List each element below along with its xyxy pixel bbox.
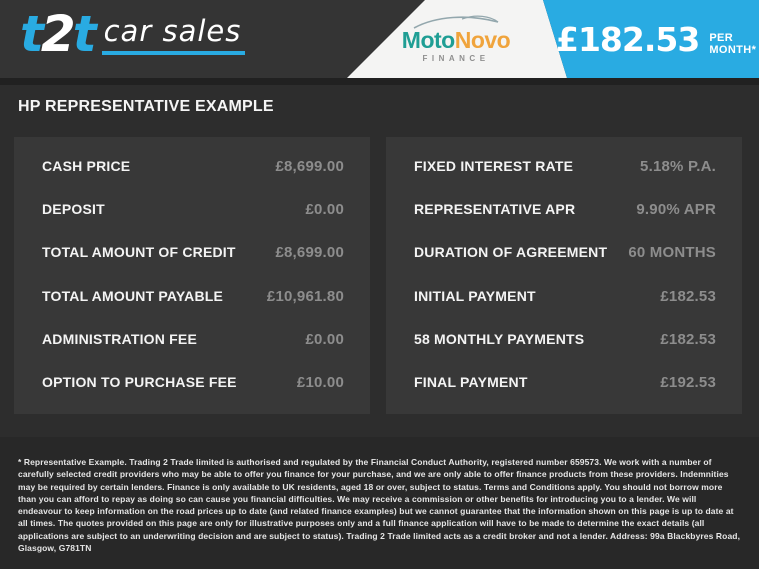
logo-tagline: car sales [103,14,242,48]
monthly-price [556,0,756,78]
finance-example-section [0,85,759,414]
row-label: DURATION OF AGREEMENT [414,244,608,261]
row-label: 58 MONTHLY PAYMENTS [414,330,585,347]
finance-row [414,331,716,348]
row-label: ADMINISTRATION FEE [42,330,198,347]
finance-row [42,201,344,218]
logo-digit-2: 2 [40,5,73,63]
row-label: FINAL PAYMENT [414,373,528,390]
row-value: £182.53 [660,287,716,305]
disclaimer-footer [0,437,759,569]
row-label: DEPOSIT [42,201,105,218]
row-label: TOTAL AMOUNT OF CREDIT [42,244,236,261]
row-value: £182.53 [660,330,716,348]
motonovo-finance-logo [394,13,518,63]
finance-row [42,158,344,175]
finance-panels [14,137,742,414]
header-divider [0,78,759,85]
finance-row [414,288,716,305]
row-value: £0.00 [305,201,344,219]
row-value: £10.00 [296,373,344,391]
monthly-price-amount: £182.53 [556,19,700,59]
finance-row [42,288,344,305]
row-label: INITIAL PAYMENT [414,287,536,304]
finance-row [414,158,716,175]
row-value: £8,699.00 [275,158,344,175]
row-label: OPTION TO PURCHASE FEE [42,373,237,390]
row-value: £8,699.00 [275,244,344,262]
finance-panel-right [386,137,742,414]
motonovo-novo-text: Novo [454,27,511,53]
monthly-price-period: PER MONTH* [709,32,757,56]
motonovo-wordmark [394,29,518,52]
row-value: £0.00 [305,330,344,348]
finance-row [414,201,716,218]
row-value: 60 MONTHS [628,244,716,262]
motonovo-moto-text: Moto [401,27,455,53]
page-title: HP REPRESENTATIVE EXAMPLE [18,98,274,115]
finance-row [414,374,716,391]
row-value: £192.53 [660,373,716,391]
finance-row [414,244,716,261]
row-value: £10,961.80 [266,287,344,305]
row-label: TOTAL AMOUNT PAYABLE [42,287,224,304]
finance-panel-left [14,137,370,414]
row-label: CASH PRICE [42,158,131,174]
row-value: 9.90% APR [636,201,716,219]
header-banner [0,0,759,78]
finance-row [42,374,344,391]
row-label: REPRESENTATIVE APR [414,201,576,218]
finance-row [42,244,344,261]
logo-letter-t2: t [72,5,94,63]
t2t-car-sales-logo[interactable] [20,5,245,63]
finance-row [42,331,344,348]
disclaimer-text: * Representative Example. Trading 2 Trade limited is authorised and regulated by the Financial Conduct Authority, registered number 659573. We work with a number of carefully selected credit providers who may be able to offer you finance for your purchase, and we are only able to offer finance products from these providers. Indemnities may be required by certain lenders. Finance is only available to UK residents, aged 18 or over, subject to status. Terms and Conditions apply. You should not borrow more than you can afford to repay as doing so can cause you financial difficulties. We may receive a commission or other benefits for introducing you to a lender. We will endeavour to keep information on the road prices up to date (and related finance examples) but we cannot guarantee that the information shown on this page is up to date at all times. The quotes provided on this page are only for illustrative purposes only and a full finance application will have to be made to determine the exact details (all applications are subject to an underwriting decision and are subject to status). Trading 2 Trade limited acts as a credit broker and not a lender. Address: 99a Blackbyres Road, Glasgow, G781TN [18,457,741,554]
logo-letter-t1: t [20,5,41,63]
row-label: FIXED INTEREST RATE [414,158,574,174]
row-value: 5.18% P.A. [640,158,716,175]
logo-tagline-underline [102,14,246,55]
motonovo-finance-text: FINANCE [422,54,490,63]
